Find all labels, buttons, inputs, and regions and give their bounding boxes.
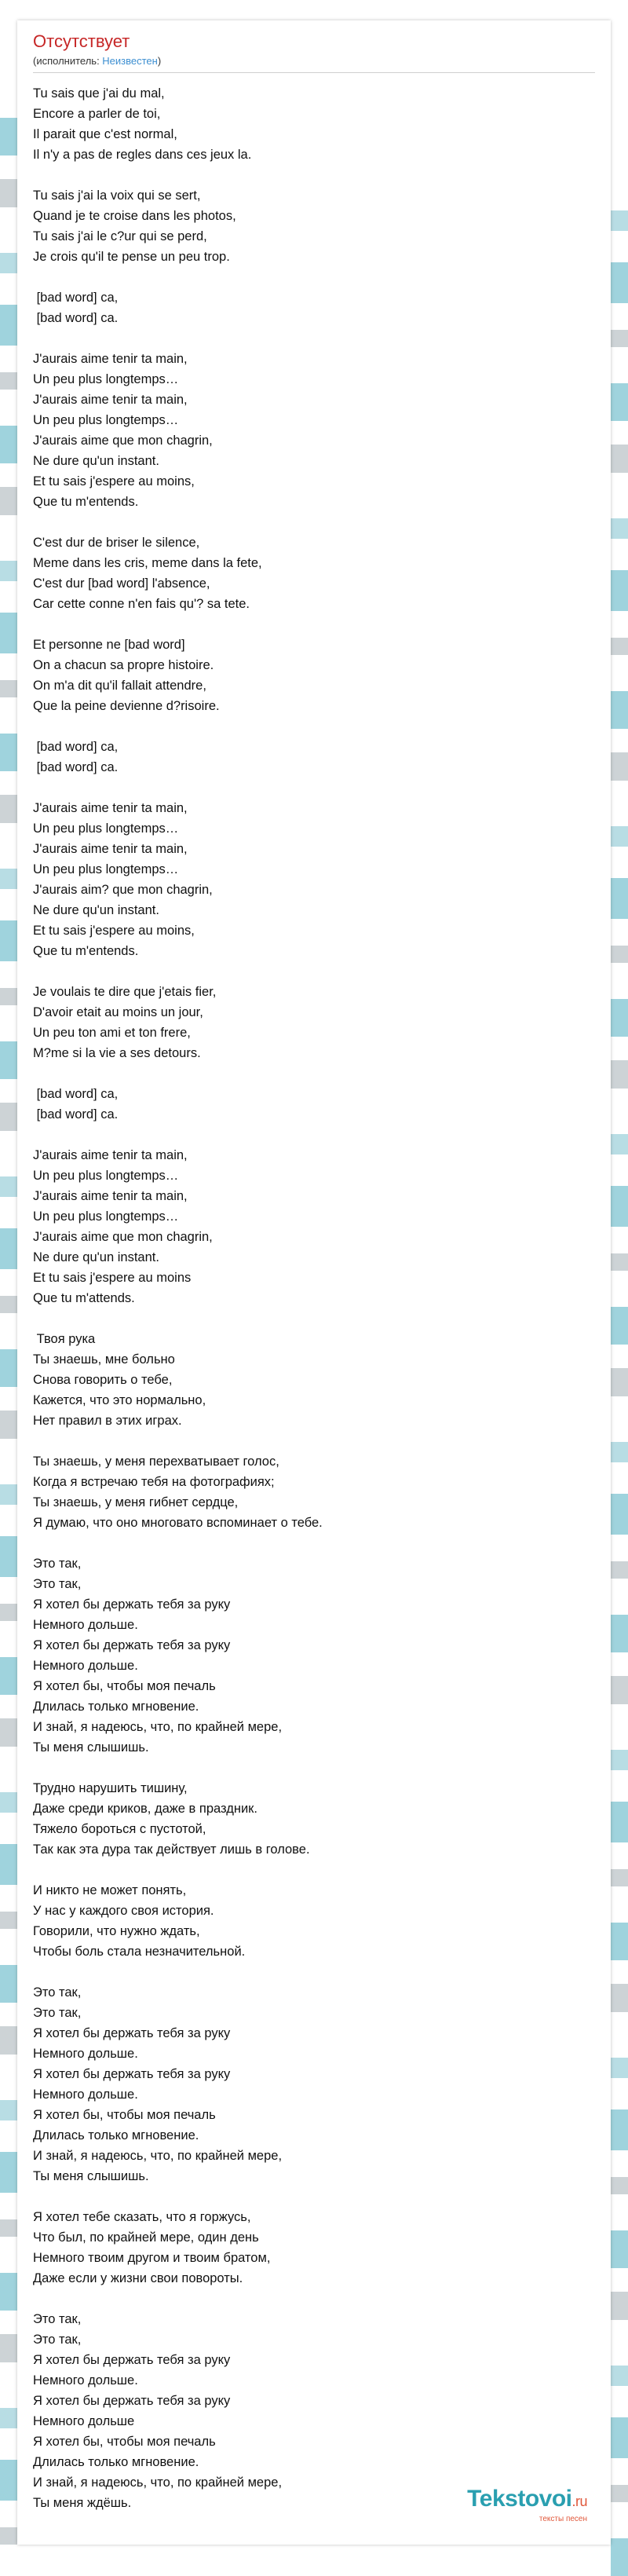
decor-stripe xyxy=(0,795,17,823)
decor-stripe xyxy=(611,2485,628,2502)
decor-stripe xyxy=(611,1494,628,1535)
lyric-line: Я хотел бы, чтобы моя печаль xyxy=(33,1679,216,1693)
decor-stripe xyxy=(0,680,17,697)
decor-stripe xyxy=(611,691,628,729)
lyric-line: Ты знаешь, у меня гибнет сердце, xyxy=(33,1495,239,1509)
lyrics-stanza xyxy=(33,1145,595,1308)
decor-stripe xyxy=(0,1349,17,1387)
lyric-line: Я хотел бы держать тебя за руку xyxy=(33,1597,231,1612)
lyrics-stanza xyxy=(33,2207,595,2289)
lyrics-stanza xyxy=(33,532,595,614)
lyric-line: Что был, по крайней мере, один день xyxy=(33,2230,259,2245)
lyric-line: Я хотел бы держать тебя за руку xyxy=(33,2026,231,2040)
lyric-line: Так как эта дура так действует лишь в голове. xyxy=(33,1842,310,1857)
decor-stripe xyxy=(611,2538,628,2576)
decor-stripe xyxy=(611,1442,628,1462)
lyric-line: [bad word] ca, xyxy=(33,740,119,754)
decor-stripe xyxy=(611,2417,628,2458)
decor-stripe xyxy=(611,1615,628,1652)
decor-stripe xyxy=(611,1869,628,1886)
decor-stripe xyxy=(0,869,17,889)
lyric-line: Я хотел бы держать тебя за руку xyxy=(33,1638,231,1652)
decor-stripe xyxy=(611,878,628,919)
lyric-line: Нет правил в этих играх. xyxy=(33,1414,182,1428)
decor-stripe xyxy=(611,2366,628,2386)
decor-stripe xyxy=(0,2408,17,2428)
decor-stripe xyxy=(0,2026,17,2055)
lyric-line: Un peu plus longtemps… xyxy=(33,862,179,876)
song-title: Отсутствует xyxy=(33,31,130,51)
lyric-line: Ne dure qu'un instant. xyxy=(33,1250,159,1264)
decor-stripe xyxy=(0,1176,17,1197)
lyric-line: Немного дольше. xyxy=(33,1618,138,1632)
decor-stripe xyxy=(0,1411,17,1439)
lyric-line: Un peu plus longtemps… xyxy=(33,1169,179,1183)
decor-stripe xyxy=(611,2230,628,2268)
lyrics-card xyxy=(17,20,611,2545)
decor-stripe xyxy=(0,1657,17,1695)
decor-stripe xyxy=(0,1965,17,2003)
lyrics-stanza xyxy=(33,185,595,267)
decor-stripe xyxy=(611,1307,628,1345)
decor-stripe xyxy=(611,946,628,963)
lyrics-stanza xyxy=(33,1084,595,1125)
decor-stripe xyxy=(0,1718,17,1747)
lyric-line: Немного дольше. xyxy=(33,2088,138,2102)
lyric-line: Твоя рука xyxy=(33,1332,96,1346)
lyric-line: Немного дольше. xyxy=(33,2373,138,2388)
lyric-line: Ты меня ждёшь. xyxy=(33,2496,132,2510)
lyric-line: Я хотел бы держать тебя за руку xyxy=(33,2067,231,2081)
lyric-line: Meme dans les cris, meme dans la fete, xyxy=(33,556,262,570)
lyric-line: Я думаю, что оно многовато вспоминает о тебе. xyxy=(33,1516,323,1530)
decor-stripe xyxy=(0,734,17,771)
lyric-line: И знай, я надеюсь, что, по крайней мере, xyxy=(33,2475,283,2490)
decor-stripe xyxy=(611,1253,628,1271)
decor-stripe xyxy=(0,2219,17,2237)
lyric-line: Et tu sais j'espere au moins, xyxy=(33,924,195,938)
lyric-line: Ты знаешь, у меня перехватывает голос, xyxy=(33,1454,279,1469)
lyrics-stanza xyxy=(33,1982,595,2186)
decor-stripe xyxy=(0,2152,17,2193)
lyric-line: Que tu m'entends. xyxy=(33,495,139,509)
lyric-line: Даже среди криков, даже в праздник. xyxy=(33,1802,257,1816)
lyric-line: Длилась только мгновение. xyxy=(33,2455,199,2469)
decor-stripe xyxy=(611,330,628,347)
decor-stripe xyxy=(0,253,17,273)
decor-stripe xyxy=(0,487,17,515)
lyric-line: Снова говорить о тебе, xyxy=(33,1373,173,1387)
lyric-line: И знай, я надеюсь, что, по крайней мере, xyxy=(33,2149,283,2163)
lyric-line: Un peu ton ami et ton frere, xyxy=(33,1026,191,1040)
lyric-line: Длилась только мгновение. xyxy=(33,1700,199,1714)
decor-stripe xyxy=(0,118,17,156)
lyric-line: Tu sais j'ai le c?ur qui se perd, xyxy=(33,229,207,243)
lyric-line: Un peu plus longtemps… xyxy=(33,372,179,386)
decor-stripe xyxy=(0,1912,17,1929)
decor-stripe xyxy=(0,1103,17,1131)
decor-stripe xyxy=(0,1792,17,1813)
decor-stripe xyxy=(0,1228,17,1269)
lyrics-stanza xyxy=(33,83,595,165)
decor-stripe xyxy=(611,638,628,655)
lyrics-stanza xyxy=(33,982,595,1063)
lyric-line: Немного дольше. xyxy=(33,2047,138,2061)
lyric-line: Encore a parler de toi, xyxy=(33,107,161,121)
site-logo[interactable] xyxy=(467,2487,587,2524)
decor-stripe xyxy=(611,1186,628,1227)
lyric-line: Тяжело бороться с пустотой, xyxy=(33,1822,206,1836)
lyric-line: C'est dur [bad word] l'absence, xyxy=(33,576,210,591)
decor-stripe xyxy=(611,570,628,611)
lyric-line: J'aurais aime tenir ta main, xyxy=(33,1148,188,1162)
decor-stripe xyxy=(611,1368,628,1396)
lyrics-stanza xyxy=(33,1553,595,1758)
lyric-line: Il n'y a pas de regles dans ces jeux la. xyxy=(33,148,252,162)
lyric-line: M?me si la vie a ses detours. xyxy=(33,1046,201,1060)
lyric-line: C'est dur de briser le silence, xyxy=(33,536,200,550)
lyric-line: Трудно нарушить тишину, xyxy=(33,1781,188,1795)
artist-meta-suffix: ) xyxy=(157,55,162,67)
decor-stripe xyxy=(611,2058,628,2078)
lyrics-stanza xyxy=(33,798,595,961)
lyric-line: Я хотел бы, чтобы моя печаль xyxy=(33,2108,216,2122)
logo-text: Tekstovoi xyxy=(467,2486,572,2512)
lyric-line: У нас у каждого своя история. xyxy=(33,1904,214,1918)
lyrics-stanza xyxy=(33,2309,595,2513)
lyric-line: Это так, xyxy=(33,1557,82,1571)
lyric-line: Un peu plus longtemps… xyxy=(33,1209,179,1224)
lyric-line: Это так, xyxy=(33,1985,82,2000)
decor-stripe xyxy=(0,426,17,463)
decor-stripe xyxy=(0,988,17,1005)
lyric-line: Длилась только мгновение. xyxy=(33,2128,199,2142)
lyric-line: Немного дольше. xyxy=(33,1659,138,1673)
lyric-line: Кажется, что это нормально, xyxy=(33,1393,206,1407)
lyric-line: Et tu sais j'espere au moins xyxy=(33,1271,192,1285)
lyric-line: On a chacun sa propre histoire. xyxy=(33,658,214,672)
lyric-line: Ты знаешь, мне больно xyxy=(33,1352,175,1367)
lyric-line: On m'a dit qu'il fallait attendre, xyxy=(33,679,206,693)
lyric-line: Et tu sais j'espere au moins, xyxy=(33,474,195,488)
decor-stripe xyxy=(611,1676,628,1704)
lyric-line: [bad word] ca, xyxy=(33,291,119,305)
lyric-line: Ты меня слышишь. xyxy=(33,1740,149,1755)
lyric-line: [bad word] ca. xyxy=(33,1107,119,1122)
lyrics-stanza xyxy=(33,1451,595,1533)
lyric-line: Это так, xyxy=(33,2312,82,2326)
lyric-line: Tu sais que j'ai du mal, xyxy=(33,86,165,101)
decor-stripe xyxy=(0,2100,17,2120)
lyric-line: J'aurais aime tenir ta main, xyxy=(33,393,188,407)
lyric-line: Que tu m'attends. xyxy=(33,1291,135,1305)
decor-stripe xyxy=(0,2460,17,2501)
lyrics-stanza xyxy=(33,737,595,778)
lyric-line: Que la peine devienne d?risoire. xyxy=(33,699,220,713)
lyric-line: И знай, я надеюсь, что, по крайней мере, xyxy=(33,1720,283,1734)
decor-stripe xyxy=(0,2527,17,2545)
logo-domain: .ru xyxy=(571,2494,587,2509)
lyric-line: [bad word] ca. xyxy=(33,311,119,325)
lyric-line: Чтобы боль стала незначительной. xyxy=(33,1945,246,1959)
lyric-line: J'aurais aime tenir ta main, xyxy=(33,1189,188,1203)
decor-stripe xyxy=(0,372,17,390)
decor-stripe xyxy=(0,1604,17,1621)
decor-stripe xyxy=(611,1060,628,1089)
lyric-line: Это так, xyxy=(33,1577,82,1591)
decor-stripe xyxy=(611,518,628,539)
left-decor-stripes xyxy=(0,0,17,2552)
decor-stripe xyxy=(611,2109,628,2150)
decor-stripe xyxy=(611,1561,628,1579)
lyric-line: Un peu plus longtemps… xyxy=(33,821,179,836)
lyric-line: Немного дольше xyxy=(33,2414,135,2428)
lyric-line: D'avoir etait au moins un jour, xyxy=(33,1005,203,1019)
decor-stripe xyxy=(611,999,628,1037)
lyric-line: Я хотел бы держать тебя за руку xyxy=(33,2353,231,2367)
decor-stripe xyxy=(611,210,628,231)
decor-stripe xyxy=(0,561,17,581)
lyric-line: J'aurais aime tenir ta main, xyxy=(33,842,188,856)
lyric-line: Это так, xyxy=(33,2006,82,2020)
lyric-line: J'aurais aime tenir ta main, xyxy=(33,352,188,366)
logo-tagline: тексты песен xyxy=(539,2515,587,2523)
lyric-line: Je voulais te dire que j'etais fier, xyxy=(33,985,217,999)
decor-stripe xyxy=(611,262,628,303)
lyric-line: Это так, xyxy=(33,2333,82,2347)
lyric-line: [bad word] ca, xyxy=(33,1087,119,1101)
lyric-line: J'aurais aime tenir ta main, xyxy=(33,801,188,815)
lyric-line: Я хотел бы, чтобы моя печаль xyxy=(33,2435,216,2449)
decor-stripe xyxy=(611,752,628,781)
lyric-line: И никто не может понять, xyxy=(33,1883,187,1897)
decor-stripe xyxy=(611,2292,628,2320)
decor-stripe xyxy=(611,1984,628,2012)
lyric-line: Ne dure qu'un instant. xyxy=(33,903,159,917)
decor-stripe xyxy=(0,179,17,207)
decor-stripe xyxy=(0,1844,17,1885)
decor-stripe xyxy=(611,383,628,421)
lyric-line: Un peu plus longtemps… xyxy=(33,413,179,427)
decor-stripe xyxy=(0,1484,17,1505)
lyrics-stanza xyxy=(33,349,595,512)
lyric-line: [bad word] ca. xyxy=(33,760,119,774)
lyric-line: Et personne ne [bad word] xyxy=(33,638,185,652)
decor-stripe xyxy=(611,1923,628,1960)
decor-stripe xyxy=(0,1041,17,1079)
artist-meta-prefix: (исполнитель: xyxy=(33,55,103,67)
decor-stripe xyxy=(0,2334,17,2362)
decor-stripe xyxy=(611,1134,628,1154)
lyric-line: Je crois qu'il te pense un peu trop. xyxy=(33,250,230,264)
lyric-line: Даже если у жизни свои повороты. xyxy=(33,2271,243,2285)
decor-stripe xyxy=(611,1750,628,1770)
lyric-line: J'aurais aime que mon chagrin, xyxy=(33,434,213,448)
lyric-line: Car cette conne n'en fais qu'? sa tete. xyxy=(33,597,250,611)
decor-stripe xyxy=(0,920,17,961)
lyric-line: Немного твоим другом и твоим братом, xyxy=(33,2251,271,2265)
artist-meta xyxy=(33,55,161,68)
lyric-line: Quand je te croise dans les photos, xyxy=(33,209,236,223)
lyric-line: Когда я встречаю тебя на фотографиях; xyxy=(33,1475,275,1489)
lyric-line: Я хотел бы держать тебя за руку xyxy=(33,2394,231,2408)
lyrics-stanza xyxy=(33,1880,595,1962)
lyrics-stanza xyxy=(33,635,595,716)
lyrics-stanza xyxy=(33,1329,595,1431)
lyrics-stanza xyxy=(33,287,595,328)
lyric-line: Il parait que c'est normal, xyxy=(33,127,177,141)
decor-stripe xyxy=(0,305,17,346)
decor-stripe xyxy=(611,445,628,473)
decor-stripe xyxy=(611,826,628,847)
decor-stripe xyxy=(0,2273,17,2311)
decor-stripe xyxy=(611,1802,628,1842)
lyric-line: Говорили, что нужно ждать, xyxy=(33,1924,200,1938)
lyric-line: Ne dure qu'un instant. xyxy=(33,454,159,468)
lyrics-stanza xyxy=(33,1778,595,1860)
lyric-line: J'aurais aim? que mon chagrin, xyxy=(33,883,213,897)
lyric-line: Ты меня слышишь. xyxy=(33,2169,149,2183)
lyric-line: Я хотел тебе сказать, что я горжусь, xyxy=(33,2210,251,2224)
lyric-line: Tu sais j'ai la voix qui se sert, xyxy=(33,188,201,203)
lyric-line: Que tu m'entends. xyxy=(33,944,139,958)
lyric-line: J'aurais aime que mon chagrin, xyxy=(33,1230,213,1244)
header-divider xyxy=(33,72,595,73)
lyrics-body xyxy=(33,83,595,2534)
decor-stripe xyxy=(0,613,17,653)
decor-stripe xyxy=(0,1536,17,1577)
decor-stripe xyxy=(611,2177,628,2194)
right-decor-stripes xyxy=(611,0,628,2552)
decor-stripe xyxy=(0,1296,17,1313)
artist-link[interactable]: Неизвестен xyxy=(102,55,158,67)
